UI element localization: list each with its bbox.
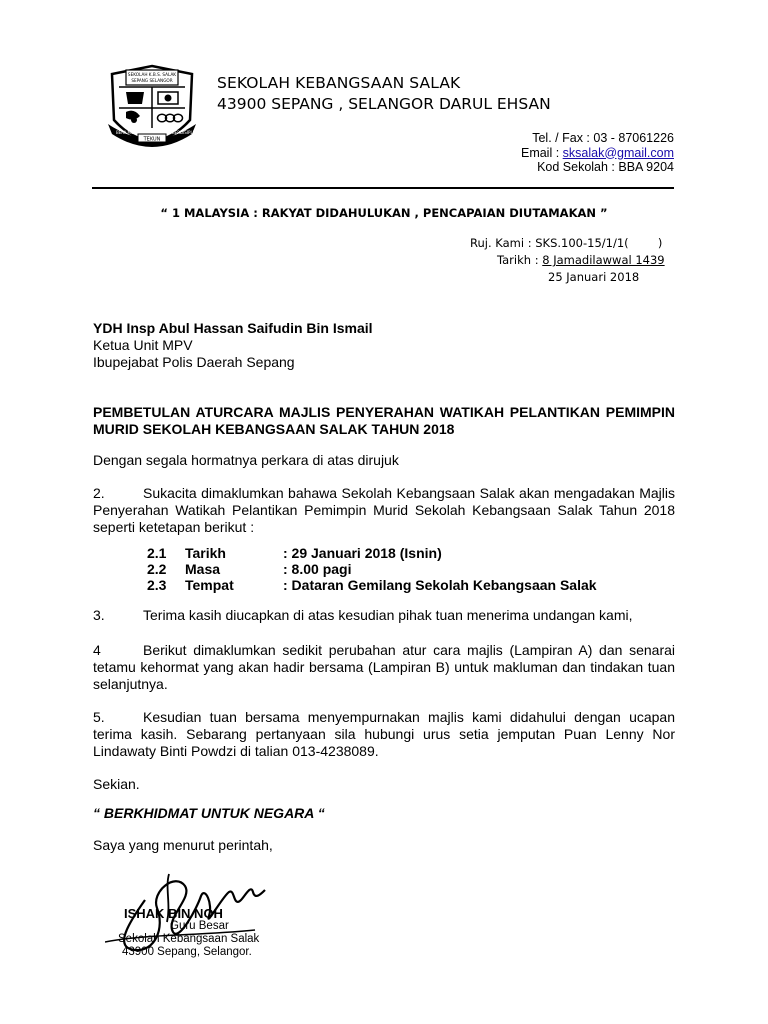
detail-label: Tempat	[185, 577, 234, 593]
paragraph-5	[93, 709, 675, 760]
sekian: Sekian.	[93, 776, 140, 792]
paragraph-2	[93, 485, 675, 536]
email-line	[521, 146, 674, 161]
email-link[interactable]: sksalak@gmail.com	[562, 145, 674, 160]
motto: “ 1 MALAYSIA : RAKYAT DIDAHULUKAN , PENCAPAIAN DIUTAMAKAN ”	[160, 206, 608, 220]
svg-text:BERDISIPLIN: BERDISIPLIN	[172, 130, 197, 135]
detail-number: 2.2	[147, 561, 167, 577]
signer-position: Guru Besar	[170, 920, 229, 932]
detail-row	[147, 545, 597, 561]
hijri-date: 8 Jamadilawwal 1439	[542, 253, 665, 267]
paragraph-number: 3.	[93, 607, 105, 623]
detail-row	[147, 577, 597, 593]
recipient-name: YDH Insp Abul Hassan Saifudin Bin Ismail	[93, 320, 373, 336]
date-label: Tarikh :	[497, 253, 543, 267]
detail-value: : Dataran Gemilang Sekolah Kebangsaan Salak	[283, 577, 597, 593]
signer-school: Sekolah Kebangsaan Salak	[118, 933, 260, 945]
detail-label: Tarikh	[185, 545, 226, 561]
paragraph-text: Berikut dimaklumkan sedikit perubahan atur cara majlis (Lampiran A) dan senarai tetamu kehormat yang akan hadir bersama (Lampiran B) untuk makluman dan tindakan tuan selanjutnya.	[93, 642, 675, 692]
signer-address: 43900 Sepang, Selangor.	[122, 946, 252, 958]
svg-text:BERILMU: BERILMU	[116, 130, 134, 135]
letter-subject: PEMBETULAN ATURCARA MAJLIS PENYERAHAN WATIKAH PELANTIKAN PEMIMPIN MURID SEKOLAH KEBANGSAAN SALAK TAHUN 2018	[93, 404, 675, 437]
paragraph-number: 4	[93, 642, 101, 658]
paragraph-number: 5.	[93, 709, 105, 725]
reference-block	[470, 235, 665, 286]
tel-fax: Tel. / Fax : 03 - 87061226	[532, 131, 674, 145]
email-label: Email :	[520, 145, 563, 160]
reference-number: Ruj. Kami : SKS.100-15/1/1( )	[470, 236, 663, 250]
svg-text:SEPANG SELANGOR: SEPANG SELANGOR	[131, 78, 173, 83]
recipient-title: Ketua Unit MPV	[93, 337, 193, 353]
hijri-date-line	[470, 252, 665, 269]
signer-block	[118, 907, 259, 959]
svg-text:TEKUN: TEKUN	[143, 136, 161, 143]
detail-number: 2.1	[147, 545, 167, 561]
paragraph-number: 2.	[93, 485, 105, 501]
recipient-block	[93, 320, 373, 371]
paragraph-text: Kesudian tuan bersama menyempurnakan majlis kami didahului dengan ucapan terima kasih. Sebarang pertanyaan sila hubungi urus setia jemputan Puan Lenny Nor Lindawaty Binti Powdzi di talian 013-4238089.	[93, 709, 675, 759]
svg-text:SEKOLAH K.B.S. SALAK: SEKOLAH K.B.S. SALAK	[127, 72, 177, 77]
detail-value: : 8.00 pagi	[283, 561, 352, 577]
school-logo	[104, 62, 200, 148]
gregorian-date: 25 Januari 2018	[548, 270, 640, 284]
closing-phrase: Saya yang menurut perintah,	[93, 837, 273, 853]
school-address: 43900 SEPANG , SELANGOR DARUL EHSAN	[217, 95, 551, 113]
paragraph-3	[93, 607, 675, 624]
detail-label: Masa	[185, 561, 221, 577]
slogan: “ BERKHIDMAT UNTUK NEGARA “	[93, 805, 325, 821]
detail-row	[147, 561, 597, 577]
paragraph-text: Sukacita dimaklumkan bahawa Sekolah Kebangsaan Salak akan mengadakan Majlis Penyerahan Watikah Pelantikan Pemimpin Murid Sekolah Kebangsaan Salak Tahun 2018 seperti ketetapan berikut :	[93, 485, 675, 535]
salutation: Dengan segala hormatnya perkara di atas dirujuk	[93, 452, 399, 468]
event-details	[147, 545, 597, 593]
detail-value: : 29 Januari 2018 (Isnin)	[283, 545, 442, 561]
school-name: SEKOLAH KEBANGSAAN SALAK	[217, 74, 461, 92]
header-divider	[92, 187, 674, 189]
signer-name: ISHAK BIN NOH	[124, 906, 223, 921]
paragraph-text: Terima kasih diucapkan di atas kesudian pihak tuan menerima undangan kami,	[143, 607, 633, 623]
contact-block	[521, 131, 674, 175]
recipient-office: Ibupejabat Polis Daerah Sepang	[93, 354, 295, 370]
paragraph-4	[93, 642, 675, 693]
detail-number: 2.3	[147, 577, 167, 593]
school-code: Kod Sekolah : BBA 9204	[537, 160, 674, 174]
